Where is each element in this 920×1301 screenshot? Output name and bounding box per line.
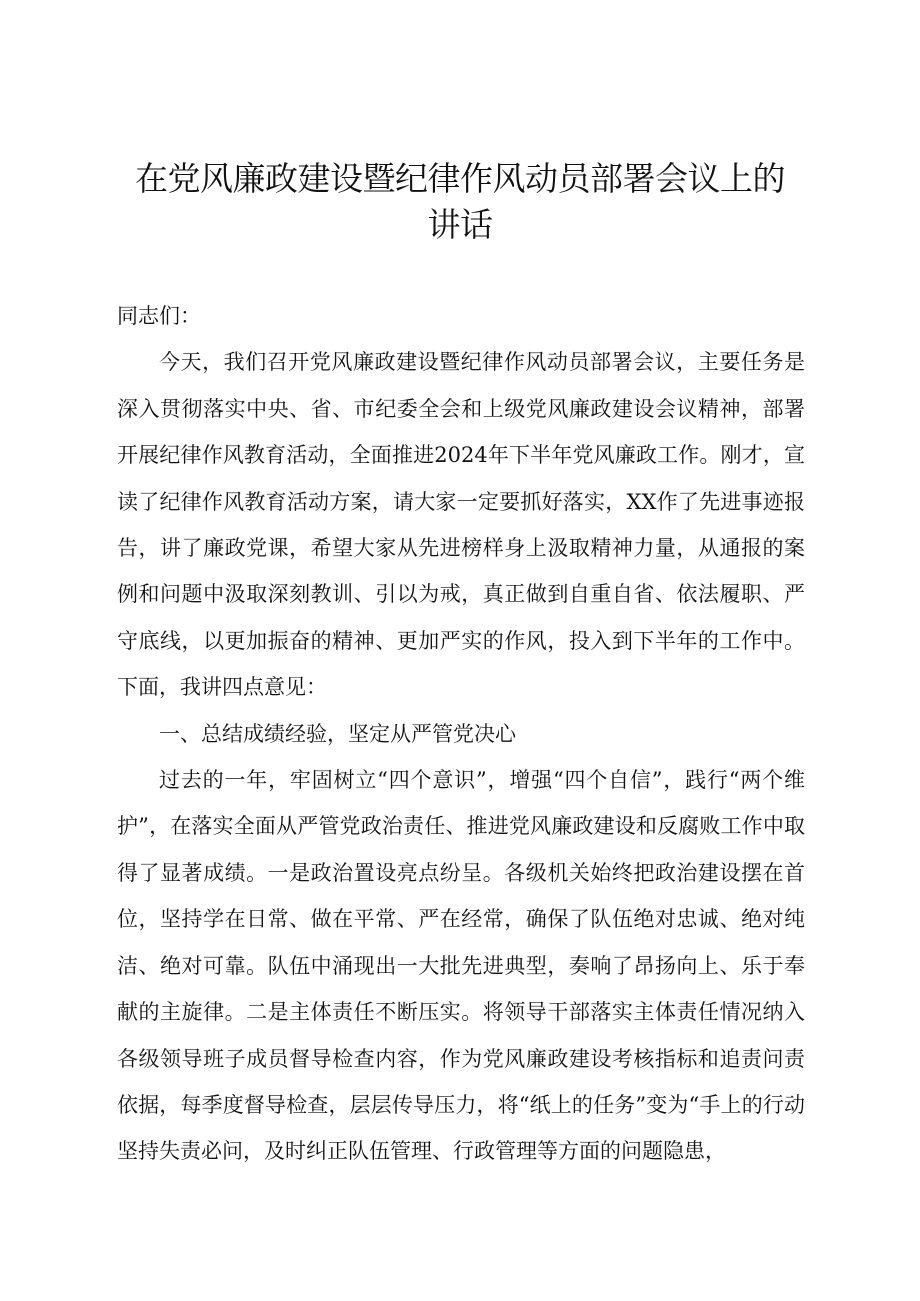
section-heading: 一、总结成绩经验，坚定从严管党决心 bbox=[159, 721, 516, 746]
salutation: 同志们： bbox=[117, 304, 201, 328]
body-paragraph: 过去的一年，牢固树立“四个意识”，增强“四个自信”，践行“两个维护”，在落实全面从严管党政治责任、推进党风廉政建设和反腐败工作中取得了显著成绩。一是政治置设亮点纷呈。各级机关始终把政治建设摆在首位，坚持学在日常、做在平常、严在经常，确保了队伍绝对忠诚、绝对纯洁、绝对可靠。队伍中涌现出一大批先进典型，奏响了昂扬向上、乐于奉献的主旋律。二是主体责任不断压实。将领导干部落实主体责任情况纳入各级领导班子成员督导检查内容，作为党风廉政建设考核指标和追责问责依据，每季度督导检查，层层传导压力，将“纸上的任务”变为“手上的行动坚持失责必问，及时纠正队伍管理、行政管理等方面的问题隐患， bbox=[117, 768, 805, 1164]
body-paragraph: 今天，我们召开党风廉政建设暨纪律作风动员部署会议，主要任务是深入贯彻落实中央、省、市纪委全会和上级党风廉政建设会议精神，部署开展纪律作风教育活动，全面推进2024年下半年党风廉政工作。刚才，宣读了纪律作风教育活动方案，请大家一定要抓好落实，XX作了先进事迹报告，讲了廉政党课，希望大家从先进榜样身上汲取精神力量，从通报的案例和问题中汲取深刻教训、引以为戒，真正做到自重自省、依法履职、严守底线，以更加振奋的精神、更加严实的作风，投入到下半年的工作中。下面，我讲四点意见： bbox=[117, 350, 805, 700]
document-title: 在党风廉政建设暨纪律作风动员部署会议上的讲话 bbox=[135, 159, 785, 244]
document-body bbox=[117, 293, 805, 1175]
